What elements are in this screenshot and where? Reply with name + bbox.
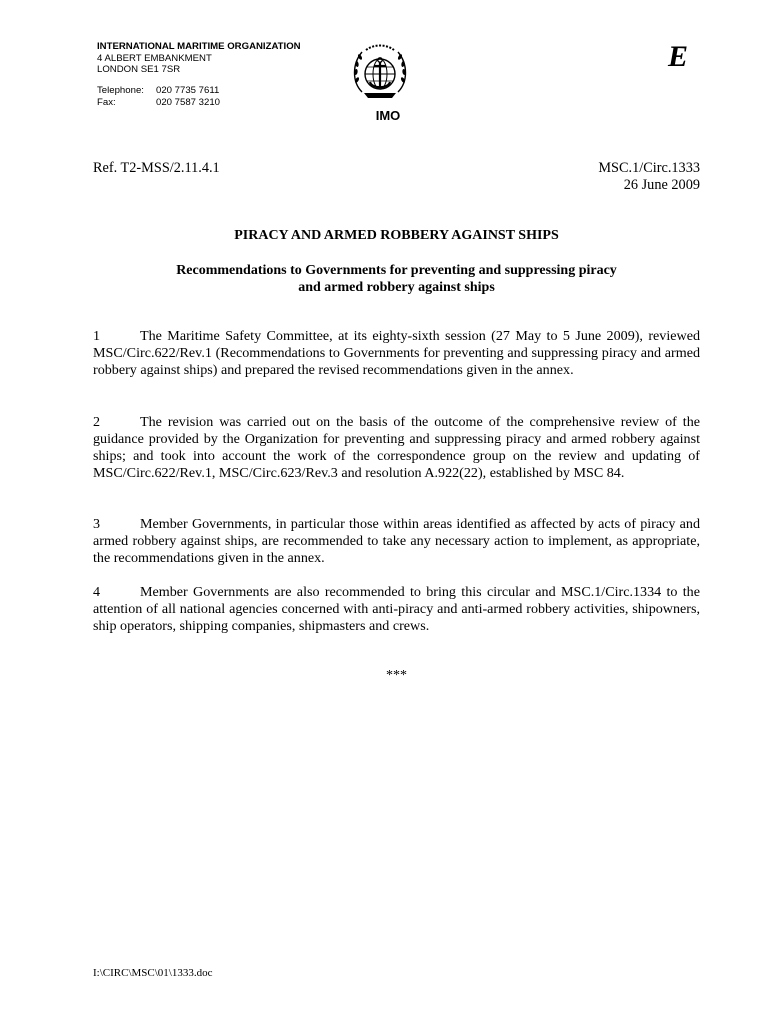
document-title: PIRACY AND ARMED ROBBERY AGAINST SHIPS [234, 228, 559, 243]
paragraph-number: 1 [93, 328, 101, 344]
paragraph-2 [93, 414, 700, 482]
paragraph-1 [93, 328, 700, 379]
paragraph-text: Member Governments are also recommended to bring this circular and MSC.1/Circ.1334 to the attention of all national agencies concerned with anti-piracy and anti-armed robbery activities, shipowners, ship operators, shipping companies, shipmasters and crews. [93, 584, 700, 634]
circular-reference [598, 160, 700, 194]
document-subtitle [93, 262, 700, 296]
organization-address [97, 41, 301, 76]
fax-label: Fax: [97, 96, 116, 108]
subtitle-line-2: and armed robbery against ships [298, 280, 495, 295]
circular-date: 26 June 2009 [623, 177, 700, 193]
subtitle-line-1: Recommendations to Governments for preventing and suppressing piracy [176, 263, 617, 278]
paragraph-3 [93, 516, 700, 567]
paragraph-text: The Maritime Safety Committee, at its eighty-sixth session (27 May to 5 June 2009), reviewed MSC/Circ.622/Rev.1 (Recommendations to Governments for preventing and suppressing piracy and armed robbery against ships) and prepared the revised recommendations given in the annex. [93, 328, 700, 378]
paragraph-number: 2 [93, 414, 101, 430]
address-line-2: LONDON SE1 7SR [97, 64, 181, 75]
fax-row [97, 97, 220, 109]
language-mark: E [668, 40, 689, 73]
paragraph-text: Member Governments, in particular those within areas identified as affected by acts of piracy and armed robbery against ships, are recommended to take any necessary action to implement, as appropriate, the recommendations given in the annex. [93, 516, 700, 566]
telephone-label: Telephone: [97, 85, 144, 96]
imo-emblem-icon [348, 40, 412, 104]
section-separator: *** [386, 668, 407, 683]
contact-block [97, 85, 220, 108]
telephone-row [97, 85, 220, 97]
reference-number: Ref. T2-MSS/2.11.4.1 [93, 160, 220, 176]
paragraph-text: The revision was carried out on the basis of the outcome of the comprehensive review of the guidance provided by the Organization for preventing and suppressing piracy and armed robbery against ships; and took into account the work of the correspondence group on the review and updating of MSC/Circ.622/Rev.1, MSC/Circ.623/Rev.3 and resolution A.922(22), established by MSC 84. [93, 414, 700, 481]
imo-logo-label: IMO [375, 108, 401, 123]
paragraph-number: 4 [93, 584, 101, 600]
paragraph-number: 3 [93, 516, 101, 532]
circular-number: MSC.1/Circ.1333 [598, 160, 700, 176]
paragraph-4 [93, 584, 700, 635]
telephone-value: 020 7735 7611 [156, 85, 220, 96]
address-line-1: 4 ALBERT EMBANKMENT [97, 52, 212, 64]
footer-file-path: I:\CIRC\MSC\01\1333.doc [93, 967, 213, 979]
organization-name: INTERNATIONAL MARITIME ORGANIZATION [97, 41, 301, 52]
fax-value: 020 7587 3210 [156, 96, 221, 108]
